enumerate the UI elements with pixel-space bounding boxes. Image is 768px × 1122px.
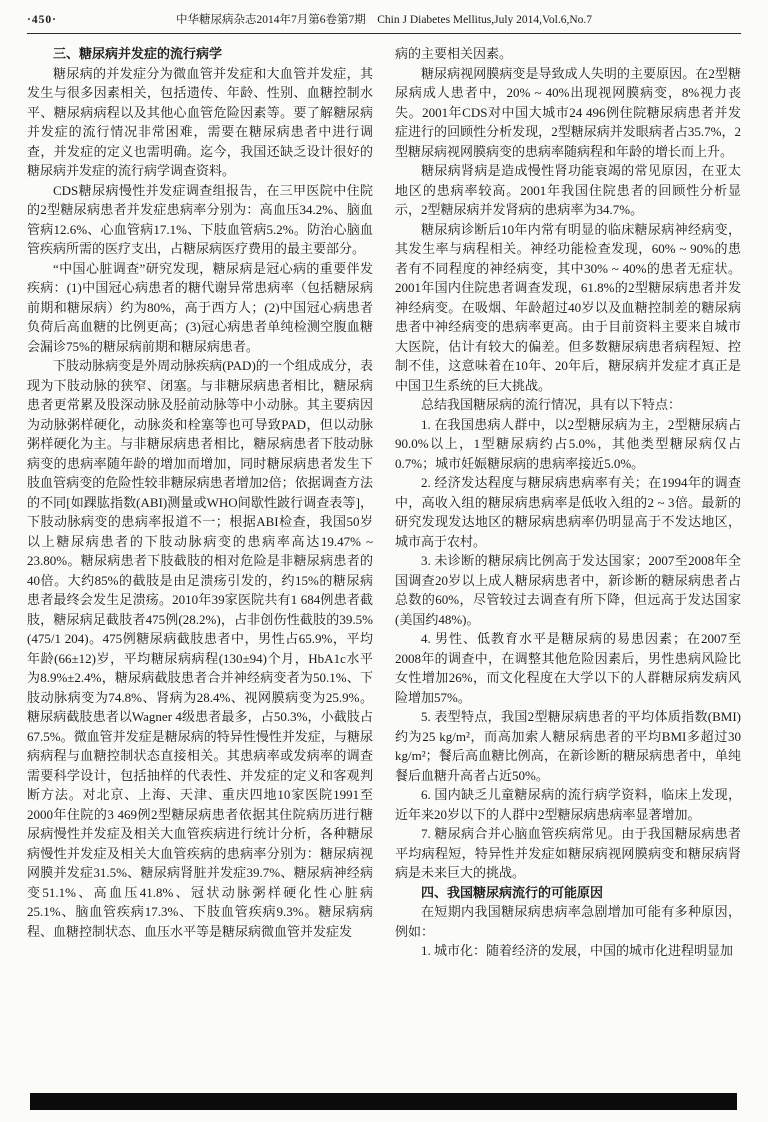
paragraph: 糖尿病视网膜病变是导致成人失明的主要原因。在2型糖尿病成人患者中，20% ~ 40%出现视网膜病变，8%视力丧失。2001年CDS对中国大城市24 496例住院糖尿病患者并发症进行的回顾性分析发现，2型糖尿病并发眼病者占35.7%，2型糖尿病视网膜病变的患病率随病程和年龄的增长而上升。 <box>395 65 741 159</box>
paragraph: 总结我国糖尿病的流行情况，具有以下特点： <box>421 397 682 412</box>
paragraph: CDS糖尿病慢性并发症调查组报告，在三甲医院中住院的2型糖尿病患者并发症患病率分别为：高血压34.2%、脑血管病12.6%、心血管病17.1%、下肢血管病5.2%。防治心脑血管疾病所需的医疗支出，占糖尿病医疗费用的最主要部分。 <box>27 182 373 256</box>
article-body <box>27 44 741 1080</box>
paragraph: “中国心脏调查”研究发现，糖尿病是冠心病的重要伴发疾病：(1)中国冠心病患者的糖代谢异常患病率（包括糖尿病前期和糖尿病）约为80%，高于西方人；(2)中国冠心病患者负荷后高血糖的比例更高；(3)冠心病患者单纯检测空腹血糖会漏诊75%的糖尿病前期和糖尿病患者。 <box>27 260 373 354</box>
list-item-paragraph: 4. 男性、低教育水平是糖尿病的易患因素；在2007至2008年的调查中，在调整其他危险因素后，男性患病风险比女性增加26%，而文化程度在大学以下的人群糖尿病发病风险增加57%。 <box>395 631 741 705</box>
paragraph: 在短期内我国糖尿病患病率急剧增加可能有多种原因，例如： <box>395 904 741 939</box>
paragraph: 糖尿病肾病是造成慢性肾功能衰竭的常见原因，在亚太地区的患病率较高。2001年我国住院患者的回顾性分析显示，2型糖尿病并发肾病的患病率为34.7%。 <box>395 163 741 217</box>
list-item-paragraph: 2. 经济发达程度与糖尿病患病率有关；在1994年的调查中，高收入组的糖尿病患病率是低收入组的2 ~ 3倍。最新的研究发现发达地区的糖尿病患病率仍明显高于不发达地区，城市高于农村。 <box>395 475 741 549</box>
paragraph: 下肢动脉病变是外周动脉疾病(PAD)的一个组成成分，表现为下肢动脉的狭窄、闭塞。与非糖尿病患者相比，糖尿病患者更常累及股深动脉及胫前动脉等中小动脉。其主要病因为动脉粥样硬化，动脉炎和栓塞等也可导致PAD，但以动脉粥样硬化为主。与非糖尿病患者相比，糖尿病患者下肢动脉病变的患病率随年龄的增加而增加，同时糖尿病患者发生下肢血管病变的危险性较非糖尿病患者增加2倍；依据调查方法的不同[如踝肱指数(ABI)测量或WHO间歇性跛行调查表等]，下肢动脉病变的患病率报道不一；根据ABI检查，我国50岁以上糖尿病患者的下肢动脉病变的患病率高达19.47% ~ 23.80%。糖尿病患者下肢截肢的相对危险是非糖尿病患者的40倍。大约85%的截肢是由足溃疡引发的，约15%的糖尿病患者最终会发生足溃疡。2010年39家医院共有1 684例患者截肢，糖尿病足截肢者475例(28.2%)，占非创伤性截肢的39.5%(475/1 204)。475例糖尿病截肢患者中，男性占65.9%，平均年龄(66±12)岁，平均糖尿病病程(130±94)个月，HbA1c水平为8.9%±2.4%，糖尿病截肢患者合并神经病变者为50.1%、下肢动脉病变为74.8%、肾病为28.4%、视网膜病变为25.9%。糖尿病截肢患者以Wagner 4级患者最多，占50.3%，小截肢占67.5%。微血管并发症是糖尿病的特异性慢性并发症，与糖尿病病程与血糖控制状态直接相关。其患病率或发病率的调查需要科学设计，包括抽样的代表性、并发症的定义和客观判断方法。对北京、上海、天津、重庆四地10家医院1991至2000年住院的3 469例2型糖尿病患者依据其住院病历进行糖尿病慢性并发症及相关大血管疾病进行统计分析，各种糖尿病慢性并发症及相关大血管疾病的患病率分别为：糖尿病视网膜并发症31.5%、糖尿病肾脏并发症39.7%、糖尿病神经病变51.1%、高血压41.8%、冠状动脉粥样硬化性心脏病25.1%、脑血管疾病17.3%、下肢血管疾病9.3%。糖尿病病程、血糖控制状态、血压水平等是糖尿病微血管并发症发 <box>27 358 373 939</box>
list-item-paragraph: 7. 糖尿病合并心脑血管疾病常见。由于我国糖尿病患者平均病程短，特异性并发症如糖尿病视网膜病变和糖尿病肾病是未来巨大的挑战。 <box>395 826 741 880</box>
scan-artifact-bar <box>30 1093 737 1110</box>
section-heading: 四、我国糖尿病流行的可能原因 <box>421 884 604 900</box>
header-rule <box>27 33 741 34</box>
page-header <box>27 12 741 28</box>
list-item-paragraph: 5. 表型特点，我国2型糖尿病患者的平均体质指数(BMI)约为25 kg/m²，而高加索人糖尿病患者的平均BMI多超过30 kg/m²；餐后高血糖比例高，在新诊断的糖尿病患者中，单纯餐后血糖升高者占近50%。 <box>395 709 741 783</box>
list-item-paragraph: 6. 国内缺乏儿童糖尿病的流行病学资料，临床上发现，近年来20岁以下的人群中2型糖尿病患病率显著增加。 <box>395 787 741 822</box>
section-heading: 三、糖尿病并发症的流行病学 <box>53 46 223 61</box>
paragraph: 糖尿病诊断后10年内常有明显的临床糖尿病神经病变，其发生率与病程相关。神经功能检查发现，60% ~ 90%的患者有不同程度的神经病变，其中30% ~ 40%的患者无症状。2001年国内住院患者调查发现，61.8%的2型糖尿病患者并发神经病变。在吸烟、年龄超过40岁以及血糖控制差的糖尿病患者中神经病变的患病率更高。由于目前资料主要来自城市大医院，估计有较大的偏差。但多数糖尿病患者病程短、控制不佳，这意味着在10年、20年后，糖尿病并发症才真正是中国卫生系统的巨大挑战。 <box>395 221 741 393</box>
left-column <box>27 44 373 1080</box>
journal-title: 中华糖尿病杂志2014年7月第6卷第7期 Chin J Diabetes Mellitus,July 2014,Vol.6,No.7 <box>175 14 593 26</box>
list-item-paragraph: 1. 在我国患病人群中，以2型糖尿病为主，2型糖尿病占90.0%以上，1型糖尿病约占5.0%，其他类型糖尿病仅占0.7%；城市妊娠糖尿病的患病率接近5.0%。 <box>395 416 741 471</box>
paragraph: 糖尿病的并发症分为微血管并发症和大血管并发症，其发生与很多因素相关，包括遗传、年龄、性别、血糖控制水平、糖尿病病程以及其他心血管危险因素等。要了解糖尿病并发症的流行情况非常困难，需要在糖尿病患者中进行调查，并发症的定义也需明确。迄今，我国还缺乏设计很好的糖尿病并发症的流行病学调查资料。 <box>27 65 373 178</box>
list-item-paragraph: 3. 未诊断的糖尿病比例高于发达国家；2007至2008年全国调查20岁以上成人糖尿病患者中，新诊断的糖尿病患者占总数的60%，尽管较过去调查有所下降，但远高于发达国家(美国约48%)。 <box>395 553 741 627</box>
paragraph: 1. 城市化：随着经济的发展，中国的城市化进程明显加 <box>421 943 734 958</box>
right-column <box>395 44 741 1080</box>
page-number: ·450· <box>27 14 57 26</box>
continued-paragraph: 病的主要相关因素。 <box>395 46 513 61</box>
